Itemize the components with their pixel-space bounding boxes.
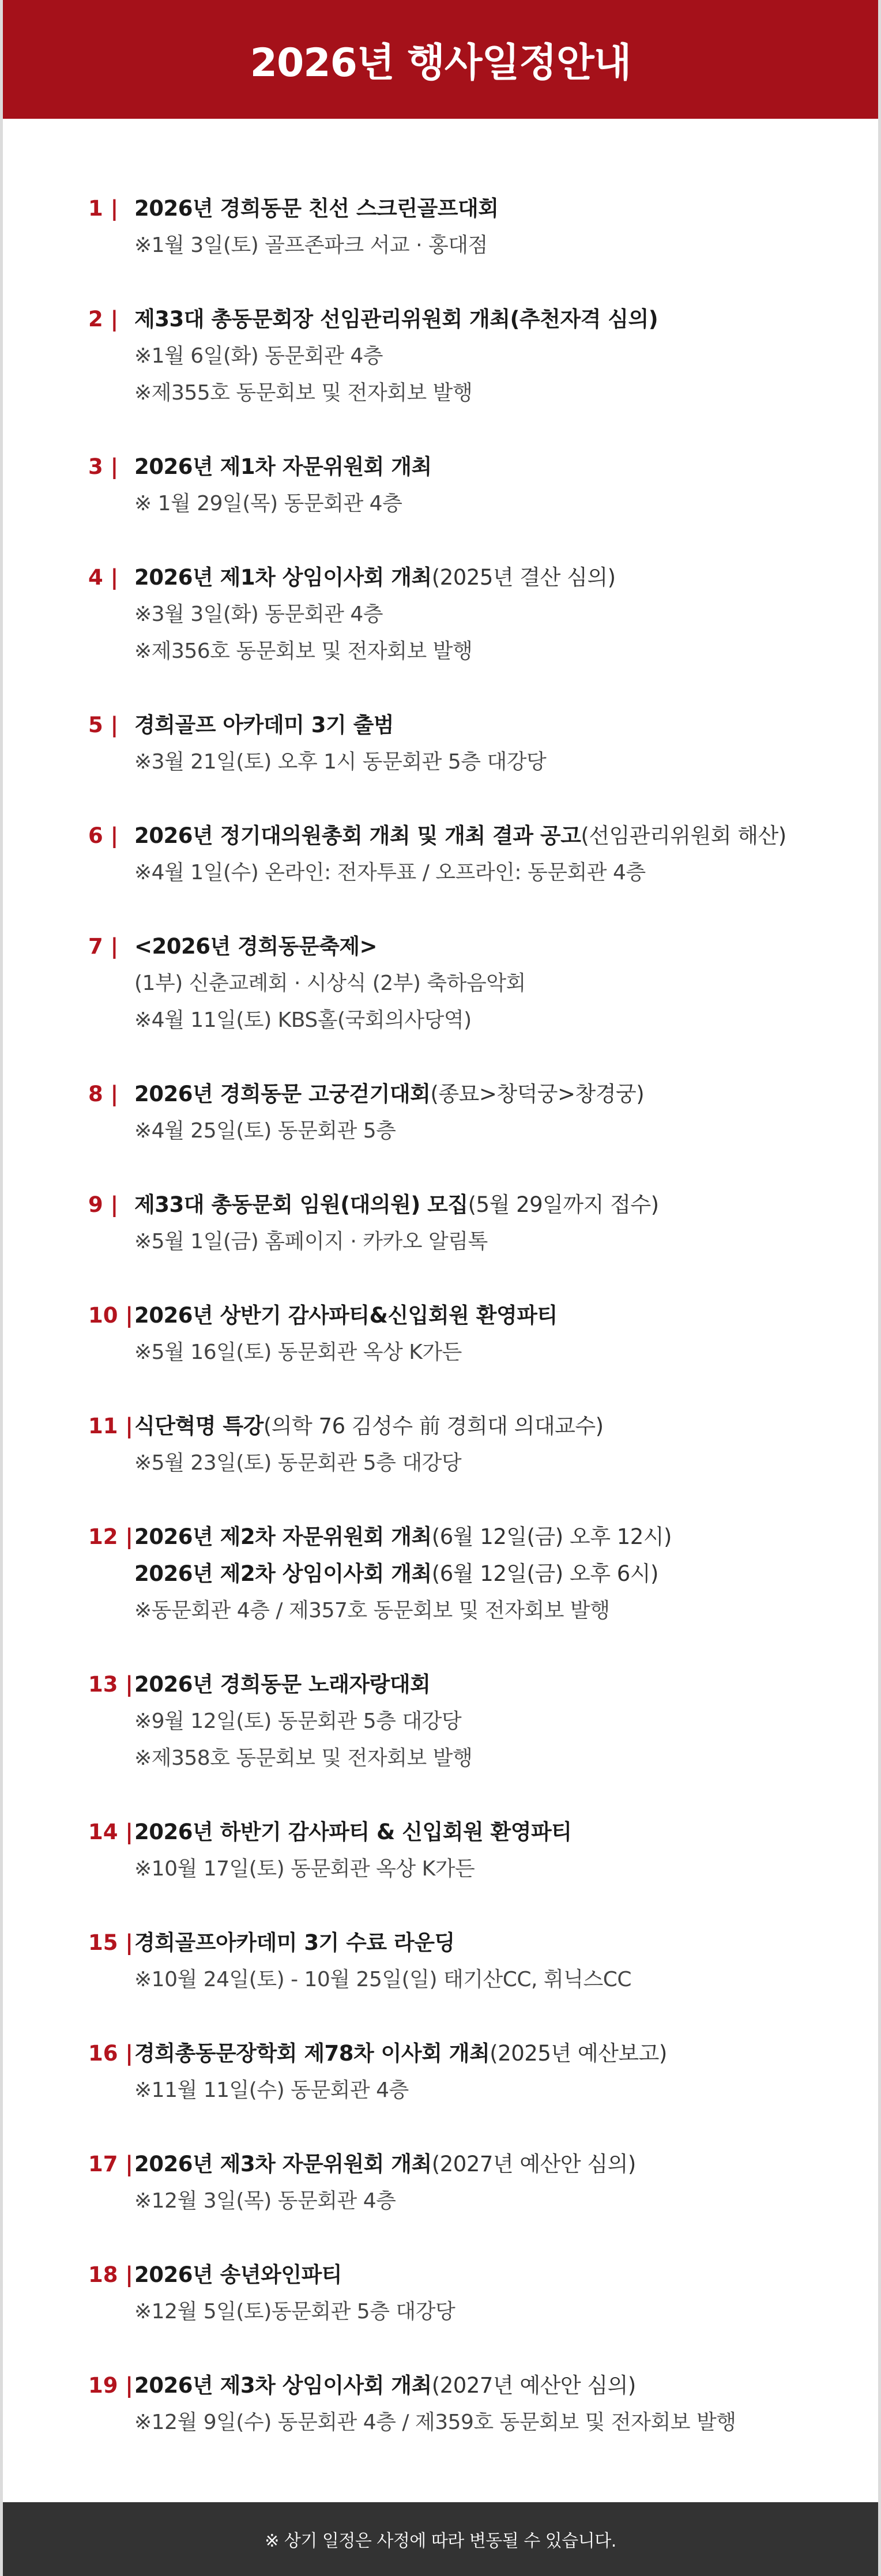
- event-title-line: [134, 1519, 826, 1556]
- event-number: 3 |: [88, 454, 119, 479]
- event-number: 7 |: [88, 934, 119, 959]
- event-detail: ※제355호 동문회보 및 전자회보 발행: [134, 381, 473, 405]
- event-title-line: [134, 818, 826, 854]
- footer-note: ※ 상기 일정은 사정에 따라 변동될 수 있습니다.: [265, 2531, 616, 2551]
- event-title-note: (5월 29일까지 접수): [468, 1192, 659, 1217]
- event-item: [88, 928, 826, 1039]
- event-detail: ※제356호 동문회보 및 전자회보 발행: [134, 639, 473, 663]
- event-number: 1 |: [88, 196, 119, 221]
- event-title-line: [134, 2146, 826, 2183]
- event-item: [88, 1519, 826, 1629]
- event-item: [88, 2257, 826, 2330]
- event-title: <2026년 경희동문축제>: [134, 934, 378, 959]
- event-item: [88, 449, 826, 522]
- event-title-line: [134, 1297, 826, 1334]
- event-detail: ※11월 11일(수) 동문회관 4층: [134, 2078, 409, 2102]
- event-title-line: [134, 2257, 826, 2293]
- event-title-line: [134, 1925, 826, 1961]
- event-detail: ※9월 12일(토) 동문회관 5층 대강당: [134, 1709, 462, 1733]
- event-title: 2026년 경희동문 친선 스크린골프대회: [134, 196, 499, 221]
- event-title-note: (2027년 예산안 심의): [431, 2373, 636, 2398]
- event-number: 15 |: [88, 1930, 133, 1955]
- event-item: [88, 707, 826, 781]
- event-title-note: (2025년 결산 심의): [431, 565, 616, 590]
- event-detail: ※4월 11일(토) KBS홀(국회의사당역): [134, 1008, 472, 1032]
- event-title: 2026년 경희동문 고궁걷기대회: [134, 1082, 431, 1106]
- event-title: 2026년 정기대의원총회 개최 및 개최 결과 공고: [134, 823, 581, 848]
- event-number: 16 |: [88, 2041, 133, 2066]
- event-title-line: [134, 1666, 826, 1703]
- event-number: 8 |: [88, 1082, 119, 1106]
- event-title-line: [134, 1556, 826, 1592]
- event-detail: ※3월 21일(토) 오후 1시 동문회관 5층 대강당: [134, 750, 547, 774]
- event-item: [88, 559, 826, 670]
- event-title: 경희총동문장학회 제78차 이사회 개최: [134, 2041, 490, 2066]
- event-title-line: [134, 2035, 826, 2072]
- event-detail: ※1월 3일(토) 골프존파크 서교 · 홍대점: [134, 234, 488, 257]
- event-item: [88, 1076, 826, 1150]
- event-detail: ※ 1월 29일(목) 동문회관 4층: [134, 492, 402, 515]
- event-title-line: [134, 2367, 826, 2404]
- event-item: [88, 2146, 826, 2220]
- event-item: [88, 1925, 826, 1998]
- event-title-line: [134, 1408, 826, 1445]
- event-title-line: [134, 707, 826, 744]
- event-detail: ※12월 9일(수) 동문회관 4층 / 제359호 동문회보 및 전자회보 발행: [134, 2411, 736, 2434]
- event-title-line: [134, 559, 826, 596]
- event-detail: ※4월 1일(수) 온라인: 전자투표 / 오프라인: 동문회관 4층: [134, 861, 646, 884]
- event-number: 11 |: [88, 1414, 133, 1438]
- header-banner: [3, 0, 878, 119]
- event-detail: (1부) 신춘교례회 · 시상식 (2부) 축하음악회: [134, 971, 526, 995]
- event-number: 18 |: [88, 2262, 133, 2287]
- event-title-line: [134, 449, 826, 485]
- event-item: [88, 1187, 826, 1260]
- event-item: [88, 2035, 826, 2109]
- event-title-line: [134, 301, 826, 338]
- event-detail: ※제358호 동문회보 및 전자회보 발행: [134, 1746, 473, 1770]
- event-detail: ※10월 24일(토) - 10월 25일(일) 태기산CC, 휘닉스CC: [134, 1968, 632, 1991]
- event-item: [88, 1408, 826, 1482]
- event-title-note: (2027년 예산안 심의): [431, 2152, 636, 2176]
- event-title: 2026년 제3차 자문위원회 개최: [134, 2152, 432, 2176]
- event-detail: ※10월 17일(토) 동문회관 옥상 K가든: [134, 1857, 475, 1881]
- event-title-line: [134, 1076, 826, 1113]
- event-title-note: (6월 12일(금) 오후 12시): [431, 1524, 672, 1549]
- event-title-note: (선임관리위원회 해산): [581, 823, 786, 848]
- event-detail: ※5월 23일(토) 동문회관 5층 대강당: [134, 1451, 462, 1475]
- event-number: 2 |: [88, 307, 119, 332]
- event-title: 2026년 상반기 감사파티&신입회원 환영파티: [134, 1303, 558, 1328]
- event-item: [88, 1666, 826, 1777]
- event-number: 9 |: [88, 1192, 119, 1217]
- event-title: 경희골프아카데미 3기 수료 라운딩: [134, 1930, 455, 1955]
- event-detail: ※4월 25일(토) 동문회관 5층: [134, 1119, 396, 1143]
- event-title: 식단혁명 특강: [134, 1414, 263, 1438]
- event-title: 2026년 제2차 상임이사회 개최: [134, 1561, 432, 1586]
- event-detail: ※3월 3일(화) 동문회관 4층: [134, 602, 383, 626]
- event-title-line: [134, 1814, 826, 1851]
- event-number: 12 |: [88, 1524, 133, 1549]
- event-title: 2026년 하반기 감사파티 & 신입회원 환영파티: [134, 1820, 572, 1844]
- event-detail: ※1월 6일(화) 동문회관 4층: [134, 344, 383, 368]
- event-title: 2026년 제1차 상임이사회 개최: [134, 565, 432, 590]
- event-title: 제33대 총동문회장 선임관리위원회 개최(추천자격 심의): [134, 307, 658, 332]
- event-detail: ※5월 16일(토) 동문회관 옥상 K가든: [134, 1340, 462, 1364]
- event-title-note: (종묘>창덕궁>창경궁): [430, 1082, 645, 1106]
- event-title-line: [134, 928, 826, 965]
- event-title: 제33대 총동문회 임원(대의원) 모집: [134, 1192, 468, 1217]
- event-title-note: (6월 12일(금) 오후 6시): [431, 1561, 658, 1586]
- event-detail: ※동문회관 4층 / 제357호 동문회보 및 전자회보 발행: [134, 1599, 610, 1622]
- event-title: 2026년 제1차 자문위원회 개최: [134, 454, 432, 479]
- event-detail: ※12월 3일(목) 동문회관 4층: [134, 2189, 396, 2213]
- event-number: 14 |: [88, 1820, 133, 1844]
- event-title-note: (2025년 예산보고): [490, 2041, 667, 2066]
- event-title: 경희골프 아카데미 3기 출범: [134, 713, 394, 737]
- event-title: 2026년 제2차 자문위원회 개최: [134, 1524, 432, 1549]
- footer-banner: [3, 2502, 878, 2576]
- event-item: [88, 818, 826, 891]
- event-number: 19 |: [88, 2373, 133, 2398]
- event-item: [88, 2367, 826, 2441]
- event-number: 4 |: [88, 565, 119, 590]
- event-number: 5 |: [88, 713, 119, 737]
- event-number: 6 |: [88, 823, 119, 848]
- event-detail: ※12월 5일(토)동문회관 5층 대강당: [134, 2300, 455, 2323]
- page-title: 2026년 행사일정안내: [250, 40, 631, 86]
- event-item: [88, 1297, 826, 1371]
- event-number: 13 |: [88, 1672, 133, 1697]
- event-number: 17 |: [88, 2152, 133, 2176]
- event-number: 10 |: [88, 1303, 133, 1328]
- event-title-line: [134, 190, 826, 227]
- event-item: [88, 301, 826, 412]
- event-title-line: [134, 1187, 826, 1223]
- event-title: 2026년 송년와인파티: [134, 2262, 342, 2287]
- event-item: [88, 190, 826, 264]
- event-title-note: (의학 76 김성수 前 경희대 의대교수): [263, 1414, 604, 1438]
- event-title: 2026년 제3차 상임이사회 개최: [134, 2373, 432, 2398]
- event-title: 2026년 경희동문 노래자랑대회: [134, 1672, 431, 1697]
- event-detail: ※5월 1일(금) 홈페이지 · 카카오 알림톡: [134, 1230, 488, 1253]
- event-item: [88, 1814, 826, 1888]
